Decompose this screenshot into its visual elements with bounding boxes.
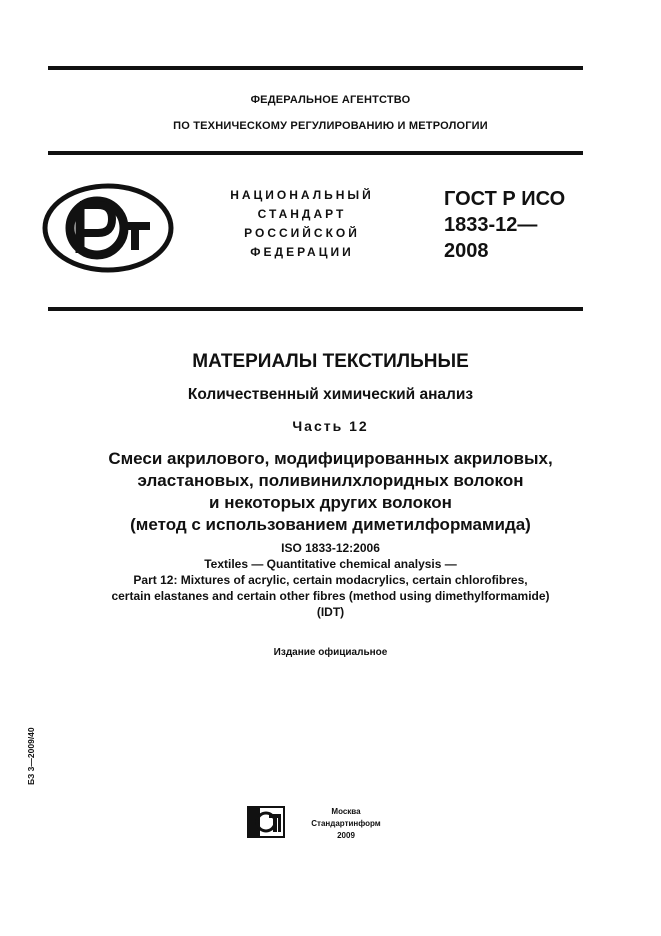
document-subtitle: Количественный химический анализ — [187, 386, 474, 403]
side-stamp-text: БЗ 3—2009/40 — [26, 727, 36, 785]
part-title-line-1: Смеси акрилового, модифицированных акриловых, — [108, 449, 553, 468]
iso-line-3: certain elastanes and certain other fibres (method using dimethylformamide) — [111, 589, 550, 603]
side-stamp — [26, 700, 42, 785]
part-title-line-4: (метод с использованием диметилформамида) — [130, 515, 531, 534]
part-title-line-2: эластановых, поливинилхлоридных волокон — [137, 471, 524, 490]
document-part: Часть 12 — [292, 418, 369, 434]
standartinform-logo-icon — [247, 806, 285, 838]
publisher-name: Стандартинформ — [311, 819, 381, 828]
designation-line-1: ГОСТ Р ИСО — [444, 188, 566, 210]
iso-line-4: (IDT) — [316, 605, 345, 619]
publisher-info — [296, 806, 396, 842]
standard-kind-line-2: СТАНДАРТ — [257, 207, 347, 221]
standard-kind — [200, 186, 404, 262]
part-title-line-3: и некоторых других волокон — [209, 493, 452, 512]
agency-line-2: ПО ТЕХНИЧЕСКОМУ РЕГУЛИРОВАНИЮ И МЕТРОЛОГИИ — [173, 120, 488, 132]
title-rule — [48, 307, 583, 311]
document-part-title — [0, 448, 661, 536]
iso-reference — [0, 540, 661, 620]
iso-line-1: Textiles — Quantitative chemical analysis — — [204, 557, 457, 571]
designation-line-3: 2008 — [444, 240, 489, 262]
designation-line-2: 1833-12— — [444, 214, 538, 236]
agency-line-1: ФЕДЕРАЛЬНОЕ АГЕНТСТВО — [250, 94, 411, 106]
publisher-city: Москва — [331, 807, 361, 816]
rst-logo-icon — [42, 183, 174, 273]
standard-kind-line-1: НАЦИОНАЛЬНЫЙ — [230, 188, 374, 202]
iso-number: ISO 1833-12:2006 — [281, 541, 380, 555]
edition-note: Издание официальное — [273, 647, 388, 658]
publisher-year: 2009 — [337, 831, 355, 840]
header-rule — [48, 151, 583, 155]
standard-kind-line-4: ФЕДЕРАЦИИ — [250, 245, 354, 259]
standard-designation — [444, 186, 594, 264]
top-rule — [48, 66, 583, 70]
standard-kind-line-3: РОССИЙСКОЙ — [244, 226, 360, 240]
document-title: МАТЕРИАЛЫ ТЕКСТИЛЬНЫЕ — [192, 351, 469, 372]
iso-line-2: Part 12: Mixtures of acrylic, certain modacrylics, certain chlorofibres, — [133, 573, 528, 587]
